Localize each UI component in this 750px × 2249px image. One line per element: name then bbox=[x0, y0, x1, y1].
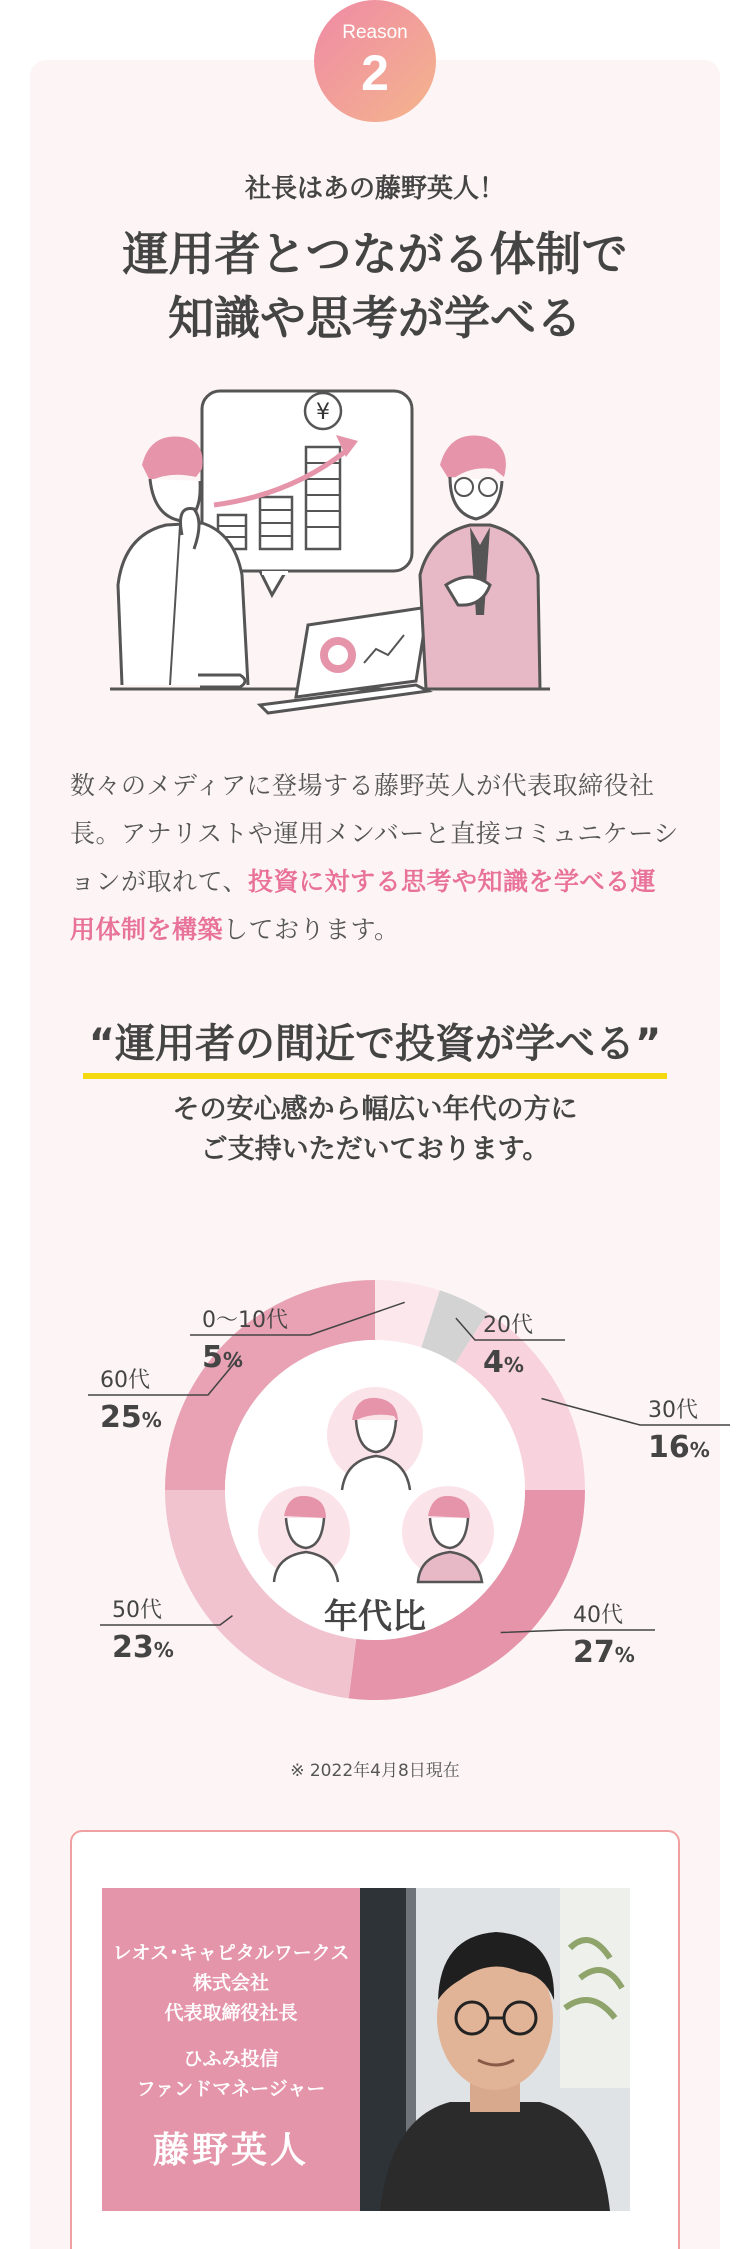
slice-unit-1: % bbox=[503, 1353, 524, 1377]
headline bbox=[0, 222, 750, 350]
yen-icon: ¥ bbox=[316, 400, 330, 425]
slice-label-2: 30代 bbox=[648, 1398, 698, 1423]
slice-value-0: 5% bbox=[202, 1340, 243, 1375]
slice-label-3: 40代 bbox=[573, 1603, 623, 1628]
slice-unit-4: % bbox=[153, 1638, 174, 1662]
slice-unit-3: % bbox=[614, 1643, 635, 1667]
role-line-1: ひふみ投信 bbox=[183, 2048, 279, 2070]
slice-label-4: 50代 bbox=[112, 1598, 162, 1623]
role-line-2: ファンドマネージャー bbox=[136, 2078, 326, 2100]
portrait-photo bbox=[360, 1888, 630, 2211]
profile-card bbox=[70, 1830, 680, 2249]
reason-label: Reason bbox=[342, 22, 408, 43]
age-donut-chart bbox=[60, 1220, 710, 1740]
intro-highlight: 投資に対する思考や知識を学べる運用体制を構築 bbox=[70, 867, 657, 944]
quote-title: “運用者の間近で投資が学べる” bbox=[83, 1012, 668, 1079]
slice-unit-5: % bbox=[141, 1408, 162, 1432]
slice-value-2: 16% bbox=[648, 1430, 710, 1465]
slice-value-4: 23% bbox=[112, 1630, 174, 1665]
profile-info bbox=[102, 1888, 360, 2211]
laptop bbox=[260, 607, 428, 713]
date-note: ※ 2022年4月8日現在 bbox=[290, 1761, 460, 1781]
company-line-3: 代表取締役社長 bbox=[164, 2002, 298, 2024]
reason-number: 2 bbox=[361, 45, 389, 101]
quote-sub-line-1: その安心感から幅広い年代の方に bbox=[172, 1094, 578, 1125]
donut-center-label: 年代比 bbox=[324, 1597, 426, 1637]
slice-unit-0: % bbox=[222, 1348, 243, 1372]
intro-text-1: 数々のメディアに登場する藤野英人が代表取締役社長。アナリストや運用メンバーと直接コミュニケーションが取れて、 bbox=[70, 771, 679, 896]
advisor-person bbox=[420, 436, 540, 689]
slice-label-5: 60代 bbox=[100, 1368, 150, 1393]
slice-value-3: 27% bbox=[573, 1635, 635, 1670]
slice-label-0: 0〜10代 bbox=[202, 1308, 288, 1333]
company-line-2: 株式会社 bbox=[192, 1972, 269, 1994]
quote-heading bbox=[0, 1012, 750, 1079]
slice-value-5: 25% bbox=[100, 1400, 162, 1435]
intro-text-2: しております。 bbox=[223, 915, 400, 944]
subheading: 社長はあの藤野英人！ bbox=[244, 174, 505, 204]
profile-company bbox=[102, 1938, 360, 2028]
headline-line-2: 知識や思考が学べる bbox=[168, 291, 582, 345]
reason-badge bbox=[314, 0, 436, 122]
profile-name: 藤野英人 bbox=[152, 2130, 309, 2171]
profile-role bbox=[102, 2044, 360, 2104]
quote-subtitle bbox=[0, 1090, 750, 1170]
intro-paragraph bbox=[70, 762, 680, 954]
slice-label-1: 20代 bbox=[483, 1313, 533, 1338]
slice-value-1: 4% bbox=[483, 1345, 524, 1380]
headline-line-1: 運用者とつながる体制で bbox=[122, 227, 628, 281]
quote-sub-line-2: ご支持いただいております。 bbox=[200, 1134, 550, 1165]
slice-unit-2: % bbox=[689, 1438, 710, 1462]
company-line-1: レオス･キャピタルワークス bbox=[112, 1942, 350, 1964]
meeting-illustration bbox=[110, 385, 640, 715]
